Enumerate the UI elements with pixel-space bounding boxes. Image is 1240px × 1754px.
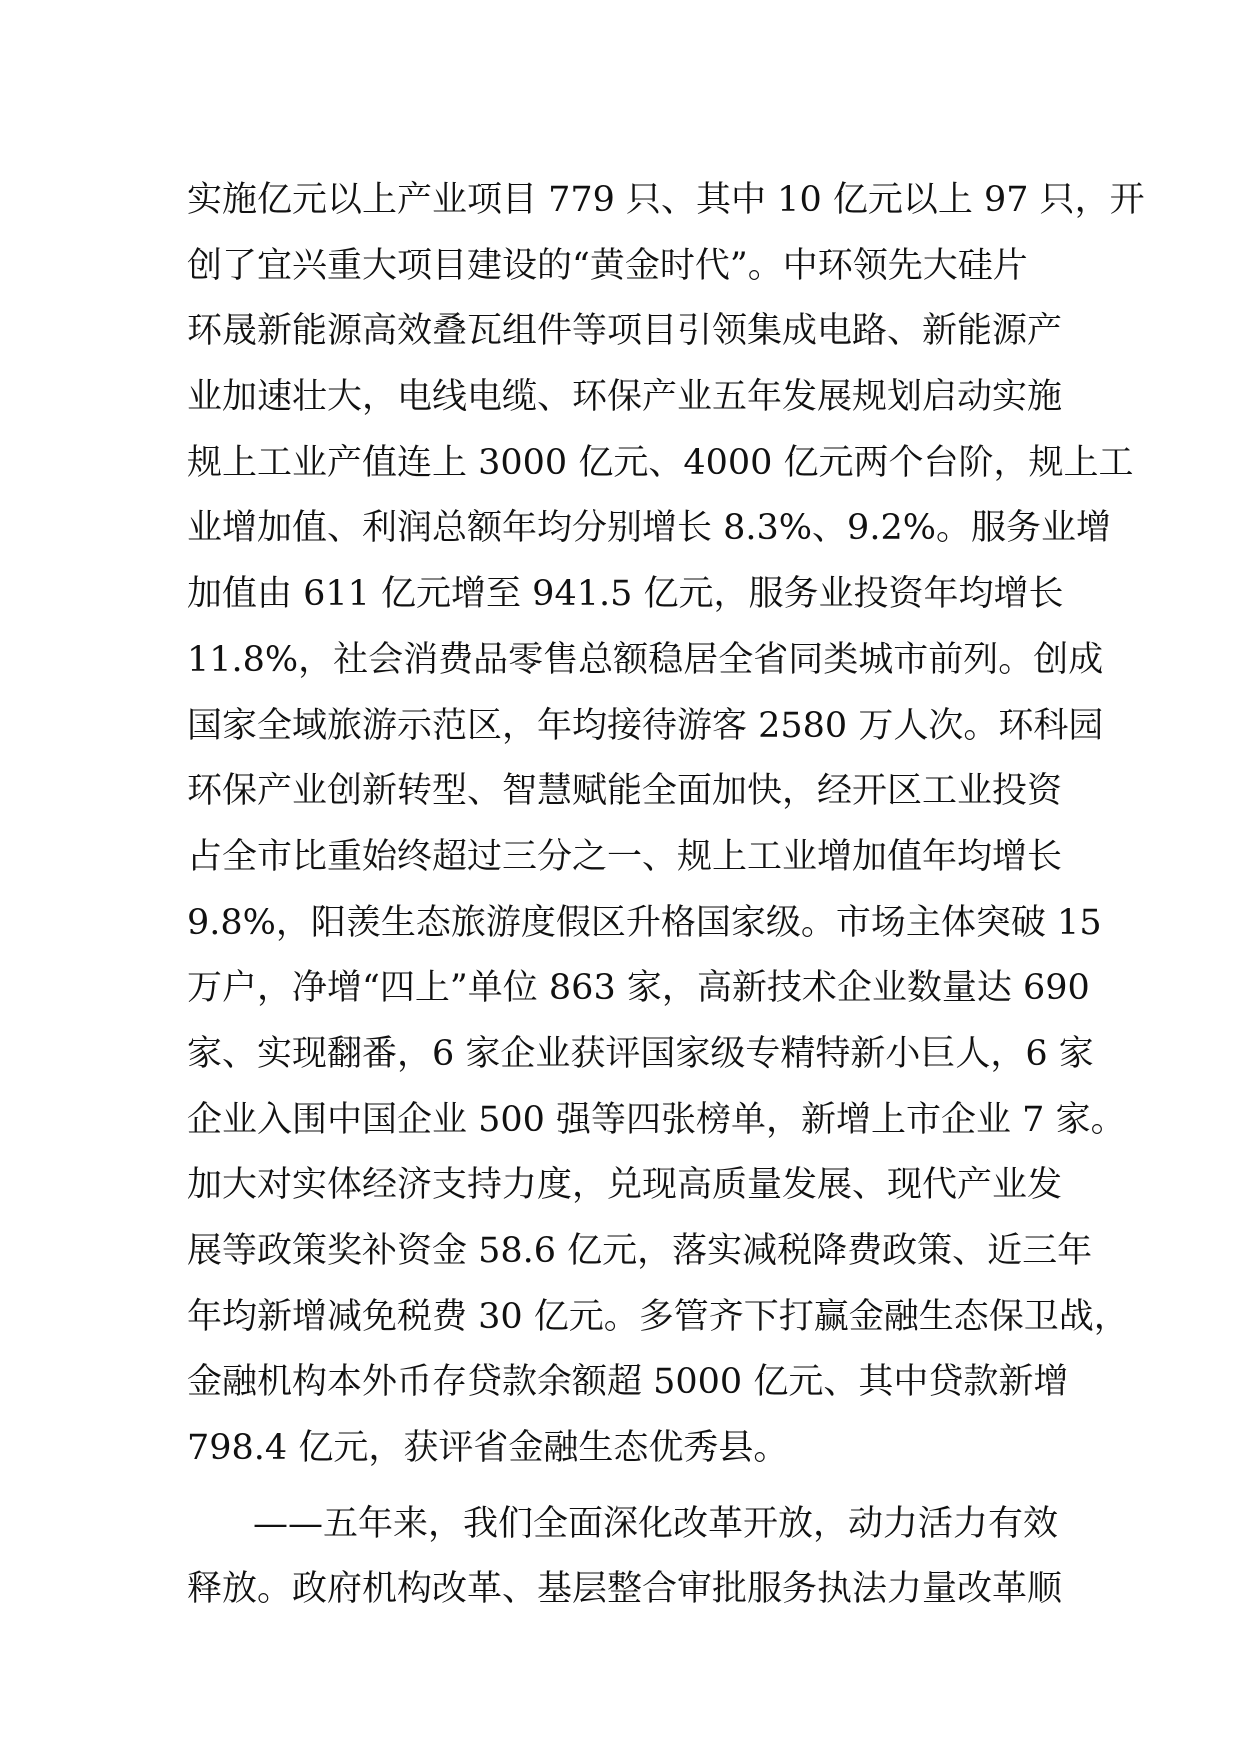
text-line: 11.8%，社会消费品零售总额稳居全省同类城市前列。创成 (187, 639, 1104, 680)
text-line: 环晟新能源高效叠瓦组件等项目引领集成电路、新能源产 (187, 311, 1063, 352)
text-line: 加大对实体经济支持力度，兑现高质量发展、现代产业发 (187, 1165, 1063, 1206)
text-line: 释放。政府机构改革、基层整合审批服务执法力量改革顺 (187, 1569, 1063, 1610)
text-line: 9.8%，阳羡生态旅游度假区升格国家级。市场主体突破 15 (187, 902, 1102, 943)
text-line: 加值由 611 亿元增至 941.5 亿元，服务业投资年均增长 (187, 574, 1064, 615)
text-line: 金融机构本外币存贷款余额超 5000 亿元、其中贷款新增 (187, 1362, 1069, 1403)
body-text (187, 168, 1145, 1623)
text-line: 创了宜兴重大项目建设的“黄金时代”。中环领先大硅片 (187, 245, 1028, 286)
paragraph-first-line: ——五年来，我们全面深化改革开放，动力活力有效 (253, 1503, 1059, 1544)
text-line: 年均新增减免税费 30 亿元。多管齐下打赢金融生态保卫战， (187, 1296, 1129, 1337)
paragraph-gap (187, 1482, 1067, 1492)
text-line: 业增加值、利润总额年均分别增长 8.3%、9.2%。服务业增 (187, 508, 1111, 549)
text-line: 环保产业创新转型、智慧赋能全面加快，经开区工业投资 (187, 771, 1063, 812)
text-line: 规上工业产值连上 3000 亿元、4000 亿元两个台阶，规上工 (187, 442, 1134, 483)
text-line: 万户，净增“四上”单位 863 家，高新技术企业数量达 690 (187, 968, 1090, 1009)
text-line: 实施亿元以上产业项目 779 只、其中 10 亿元以上 97 只，开 (187, 180, 1145, 220)
text-line: 家、实现翻番，6 家企业获评国家级专精特新小巨人，6 家 (187, 1033, 1094, 1074)
text-line: 展等政策奖补资金 58.6 亿元，落实减税降费政策、近三年 (187, 1231, 1093, 1271)
text-line: 业加速壮大，电线电缆、环保产业五年发展规划启动实施 (187, 377, 1063, 418)
text-line: 国家全域旅游示范区，年均接待游客 2580 万人次。环科园 (187, 705, 1104, 746)
text-line: 占全市比重始终超过三分之一、规上工业增加值年均增长 (187, 836, 1063, 877)
text-line: 企业入围中国企业 500 强等四张榜单，新增上市企业 7 家。 (187, 1099, 1126, 1140)
text-line: 798.4 亿元，获评省金融生态优秀县。 (187, 1428, 789, 1469)
